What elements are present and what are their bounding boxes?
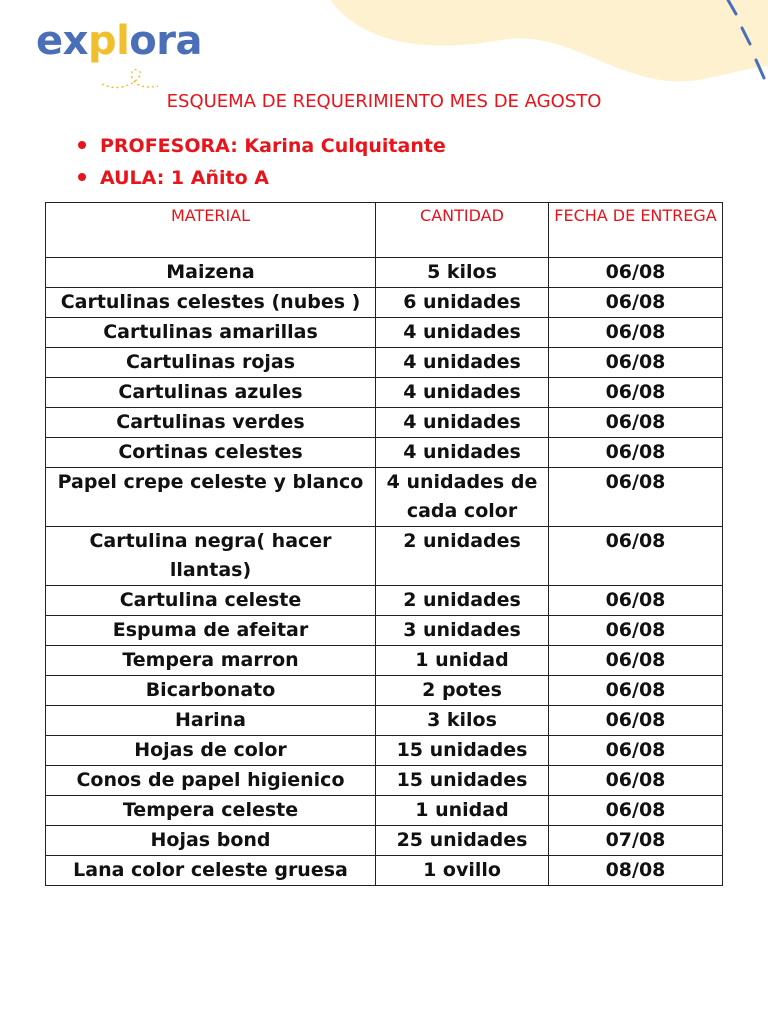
cell-material: Cartulina celeste: [46, 586, 376, 616]
teacher-label: PROFESORA: Karina Culquitante: [100, 135, 446, 157]
table-row: [46, 438, 723, 468]
requirements-table: [45, 202, 723, 886]
cell-cantidad: 4 unidades: [376, 318, 549, 348]
cell-material: Cartulinas azules: [46, 378, 376, 408]
table-row: [46, 856, 723, 886]
table-row: [46, 796, 723, 826]
cell-fecha: 06/08: [549, 766, 723, 796]
cell-fecha: 06/08: [549, 438, 723, 468]
logo-dotted-swirl-icon: [98, 62, 178, 92]
cell-material: Maizena: [46, 258, 376, 288]
logo-text-part2: pl: [87, 18, 130, 64]
cell-cantidad: 1 unidad: [376, 796, 549, 826]
cell-fecha: 06/08: [549, 288, 723, 318]
cell-cantidad: 2 potes: [376, 676, 549, 706]
cell-cantidad: 5 kilos: [376, 258, 549, 288]
cell-cantidad: 1 unidad: [376, 646, 549, 676]
cell-cantidad: 4 unidades: [376, 378, 549, 408]
table-header-row: [46, 203, 723, 258]
classroom-info: [78, 162, 446, 194]
table-row: [46, 646, 723, 676]
cell-material: Espuma de afeitar: [46, 616, 376, 646]
cell-material: Cartulinas celestes (nubes ): [46, 288, 376, 318]
classroom-label: AULA: 1 Añito A: [100, 167, 269, 189]
cell-material: Harina: [46, 706, 376, 736]
explora-logo: [36, 18, 226, 78]
cell-material: Cortinas celestes: [46, 438, 376, 468]
cell-material: Tempera celeste: [46, 796, 376, 826]
table-row: [46, 616, 723, 646]
cell-cantidad: 15 unidades: [376, 736, 549, 766]
cell-cantidad: 6 unidades: [376, 288, 549, 318]
table-row: [46, 766, 723, 796]
table-row: [46, 348, 723, 378]
table-row: [46, 408, 723, 438]
cell-fecha: 06/08: [549, 796, 723, 826]
cell-fecha: 06/08: [549, 258, 723, 288]
cell-material: Bicarbonato: [46, 676, 376, 706]
table-row: [46, 527, 723, 586]
cell-cantidad: 3 kilos: [376, 706, 549, 736]
cell-fecha: 06/08: [549, 527, 723, 586]
cell-fecha: 06/08: [549, 468, 723, 527]
cell-cantidad: 3 unidades: [376, 616, 549, 646]
header-material: MATERIAL: [46, 203, 376, 258]
header-fecha: FECHA DE ENTREGA: [549, 203, 723, 258]
info-list: [78, 130, 446, 194]
cell-material: Cartulina negra( hacer llantas): [46, 527, 376, 586]
cell-material: Conos de papel higienico: [46, 766, 376, 796]
table-row: [46, 676, 723, 706]
cell-material: Papel crepe celeste y blanco: [46, 468, 376, 527]
cell-cantidad: 1 ovillo: [376, 856, 549, 886]
cell-cantidad: 4 unidades de cada color: [376, 468, 549, 527]
cell-fecha: 06/08: [549, 348, 723, 378]
teacher-info: [78, 130, 446, 162]
cell-fecha: 06/08: [549, 408, 723, 438]
cell-material: Lana color celeste gruesa: [46, 856, 376, 886]
cell-fecha: 06/08: [549, 646, 723, 676]
table-row: [46, 318, 723, 348]
header-cantidad: CANTIDAD: [376, 203, 549, 258]
bullet-icon: [78, 141, 86, 149]
cell-fecha: 08/08: [549, 856, 723, 886]
table-row: [46, 378, 723, 408]
table-row: [46, 468, 723, 527]
cell-fecha: 06/08: [549, 586, 723, 616]
cell-fecha: 07/08: [549, 826, 723, 856]
cell-material: Cartulinas rojas: [46, 348, 376, 378]
logo-text-part1: ex: [36, 18, 88, 64]
cell-cantidad: 25 unidades: [376, 826, 549, 856]
cell-cantidad: 2 unidades: [376, 586, 549, 616]
cell-material: Tempera marron: [46, 646, 376, 676]
bullet-icon: [78, 173, 86, 181]
table-row: [46, 258, 723, 288]
cell-fecha: 06/08: [549, 616, 723, 646]
dashed-curve-decoration: [728, 0, 764, 78]
cell-material: Cartulinas verdes: [46, 408, 376, 438]
cell-fecha: 06/08: [549, 318, 723, 348]
table-row: [46, 288, 723, 318]
table-row: [46, 826, 723, 856]
cell-fecha: 06/08: [549, 676, 723, 706]
cell-cantidad: 15 unidades: [376, 766, 549, 796]
cell-cantidad: 4 unidades: [376, 348, 549, 378]
document-title: ESQUEMA DE REQUERIMIENTO MES DE AGOSTO: [166, 91, 602, 112]
cell-cantidad: 2 unidades: [376, 527, 549, 586]
cell-fecha: 06/08: [549, 706, 723, 736]
table-row: [46, 706, 723, 736]
cell-material: Cartulinas amarillas: [46, 318, 376, 348]
logo-text-part3: ora: [129, 18, 202, 64]
cell-material: Hojas bond: [46, 826, 376, 856]
cell-fecha: 06/08: [549, 378, 723, 408]
table-row: [46, 586, 723, 616]
cell-cantidad: 4 unidades: [376, 438, 549, 468]
table-row: [46, 736, 723, 766]
cell-material: Hojas de color: [46, 736, 376, 766]
cell-cantidad: 4 unidades: [376, 408, 549, 438]
cell-fecha: 06/08: [549, 736, 723, 766]
